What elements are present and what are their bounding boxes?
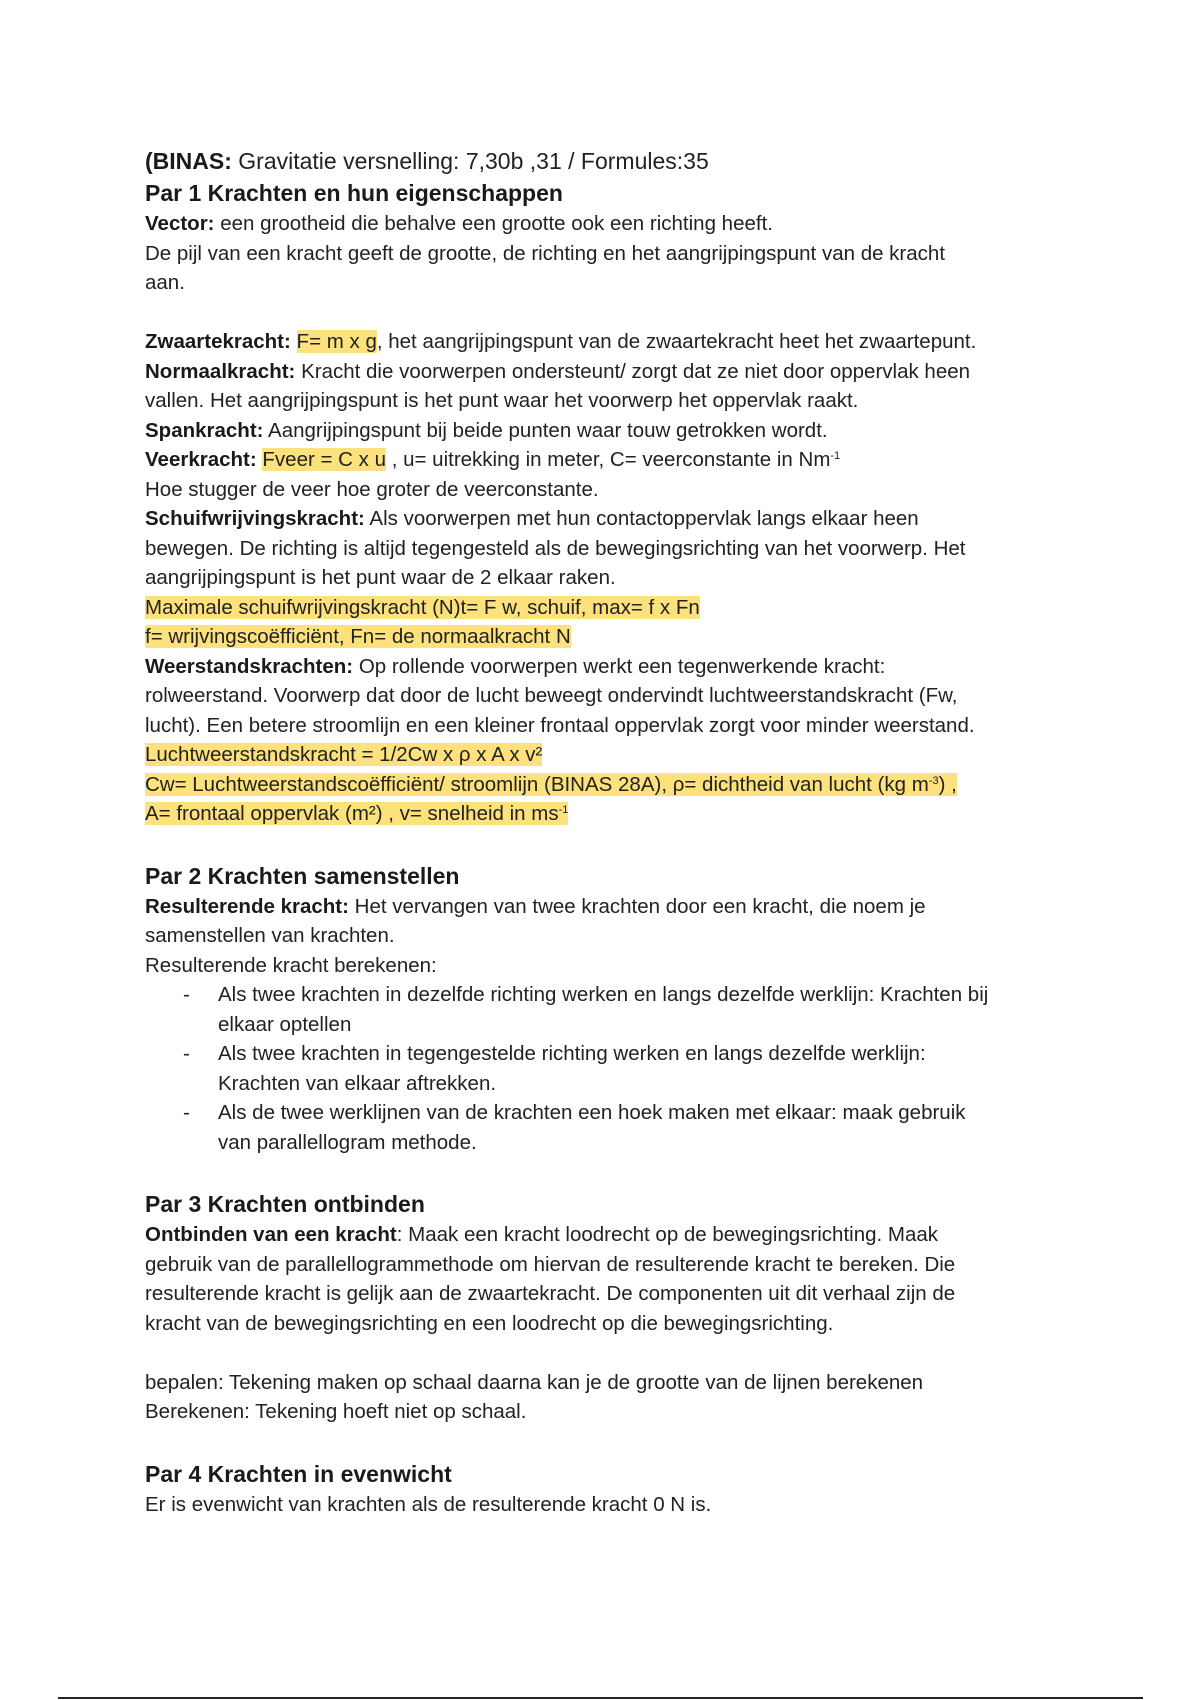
section-title-par4: Par 4 Krachten in evenwicht: [145, 1460, 452, 1487]
weerstandskrachten-line2: rolweerstand. Voorwerp dat door de lucht beweegt ondervindt luchtweerstandskracht (Fw,: [145, 684, 958, 707]
resulterende-kracht-definition: Resulterende kracht: Het vervangen van twee krachten door een kracht, die noem je: [145, 894, 926, 918]
veerkracht-line2: Hoe stugger de veer hoe groter de veerconstante.: [145, 477, 599, 501]
schuifwrijving-line2: bewegen. De richting is altijd tegengesteld als de bewegingsrichting van het voorwerp. Het: [145, 536, 966, 560]
ontbinden-line4: kracht van de bewegingsrichting en een loodrecht op die bewegingsrichting.: [145, 1311, 834, 1335]
binas-reference: (BINAS: Gravitatie versnelling: 7,30b ,31 / Formules:35: [145, 148, 709, 174]
evenwicht-text: Er is evenwicht van krachten als de resulterende kracht 0 N is.: [145, 1492, 712, 1516]
max-schuifwrijving-formula: Maximale schuifwrijvingskracht (N)t= F w, schuif, max= f x Fn: [145, 595, 700, 619]
wrijvingscoefficient-legend: f= wrijvingscoëfficiënt, Fn= de normaalkracht N: [145, 625, 571, 648]
list-item: - Als twee krachten in dezelfde richting werken en langs dezelfde werklijn: Krachten bij elkaar optellen: [145, 980, 1065, 1039]
berekenen-text: Berekenen: Tekening hoeft niet op schaal.: [145, 1400, 527, 1423]
bullet-dash: -: [183, 1042, 190, 1065]
zwaartekracht-definition: Zwaartekracht: F= m x g, het aangrijpingspunt van de zwaartekracht heet het zwaartepunt.: [145, 330, 977, 353]
blank-line: [145, 298, 1065, 328]
area-speed-legend: A= frontaal oppervlak (m²) , v= snelheid in $ms^{-1}$: [145, 802, 569, 825]
vector-definition: Vector: een grootheid die behalve een grootte ook een richting heeft.: [145, 212, 773, 235]
blank-line: [145, 1427, 1065, 1458]
bullet-list: [145, 980, 1065, 1157]
arrow-description-line2: aan.: [145, 271, 185, 294]
bullet-dash: -: [183, 983, 190, 1006]
normaalkracht-line2: vallen. Het aangrijpingspunt is het punt waar het voorwerp het oppervlak raakt.: [145, 389, 859, 412]
bepalen-text: bepalen: Tekening maken op schaal daarna kan je de grootte van de lijnen berekenen: [145, 1370, 924, 1394]
luchtweerstand-formula: Luchtweerstandskracht = 1/2Cw x ρ x A x v²: [145, 743, 543, 766]
resulterende-kracht-berekenen: Resulterende kracht berekenen:: [145, 953, 437, 977]
weerstandskrachten-line3: lucht). Een betere stroomlijn en een kleiner frontaal oppervlak zorgt voor minder weerstand.: [145, 713, 975, 737]
bottom-divider: [58, 1697, 1143, 1699]
bullet-dash: -: [183, 1101, 190, 1124]
veerkracht-formula: Fveer = C x u: [262, 448, 387, 471]
veerkracht-definition: Veerkracht: Fveer = C x u , u= uitrekking in meter, C= veerconstante in $Nm^{-1}$: [145, 448, 841, 471]
section-title-par1: Par 1 Krachten en hun eigenschappen: [145, 180, 563, 206]
ontbinden-definition: Ontbinden van een kracht: Maak een kracht loodrecht op de bewegingsrichting. Maak: [145, 1223, 939, 1246]
arrow-description-line1: De pijl van een kracht geeft de grootte, de richting en het aangrijpingspunt van de kracht: [145, 241, 946, 265]
normaalkracht-definition: Normaalkracht: Kracht die voorwerpen ondersteunt/ zorgt dat ze niet door oppervlak heen: [145, 359, 971, 383]
resulterende-kracht-line2: samenstellen van krachten.: [145, 924, 395, 947]
schuifwrijving-line3: aangrijpingspunt is het punt waar de 2 elkaar raken.: [145, 566, 616, 589]
blank-line: [145, 1157, 1065, 1188]
section-title-par3: Par 3 Krachten ontbinden: [145, 1191, 425, 1217]
blank-line: [145, 829, 1065, 860]
section-title-par2: Par 2 Krachten samenstellen: [145, 862, 460, 889]
zwaartekracht-formula: F= m x g: [296, 330, 377, 353]
schuifwrijving-definition: Schuifwrijvingskracht: Als voorwerpen met hun contactoppervlak langs elkaar heen: [145, 507, 919, 530]
ontbinden-line2: gebruik van de parallellogrammethode om hiervan de resulterende kracht te bereken. Die: [145, 1252, 956, 1276]
list-item: - Als twee krachten in tegengestelde richting werken en langs dezelfde werklijn: Krachten van elkaar aftrekken.: [145, 1039, 1065, 1098]
cw-legend: Cw= Luchtweerstandscoëfficiënt/ stroomlijn (BINAS 28A), ρ= dichtheid van lucht (kg $m^{-3}$) ,: [145, 772, 957, 796]
weerstandskrachten-definition: Weerstandskrachten: Op rollende voorwerpen werkt een tegenwerkende kracht:: [145, 654, 886, 678]
list-item: - Als de twee werklijnen van de krachten een hoek maken met elkaar: maak gebruik van parallellogram methode.: [145, 1098, 1065, 1157]
ontbinden-line3: resulterende kracht is gelijk aan de zwaartekracht. De componenten uit dit verhaal zijn de: [145, 1282, 956, 1305]
spankracht-definition: Spankracht: Aangrijpingspunt bij beide punten waar touw getrokken wordt.: [145, 418, 828, 442]
binas-label: (BINAS:: [145, 148, 232, 174]
blank-line: [145, 1338, 1065, 1368]
document-page: [145, 145, 1065, 1519]
